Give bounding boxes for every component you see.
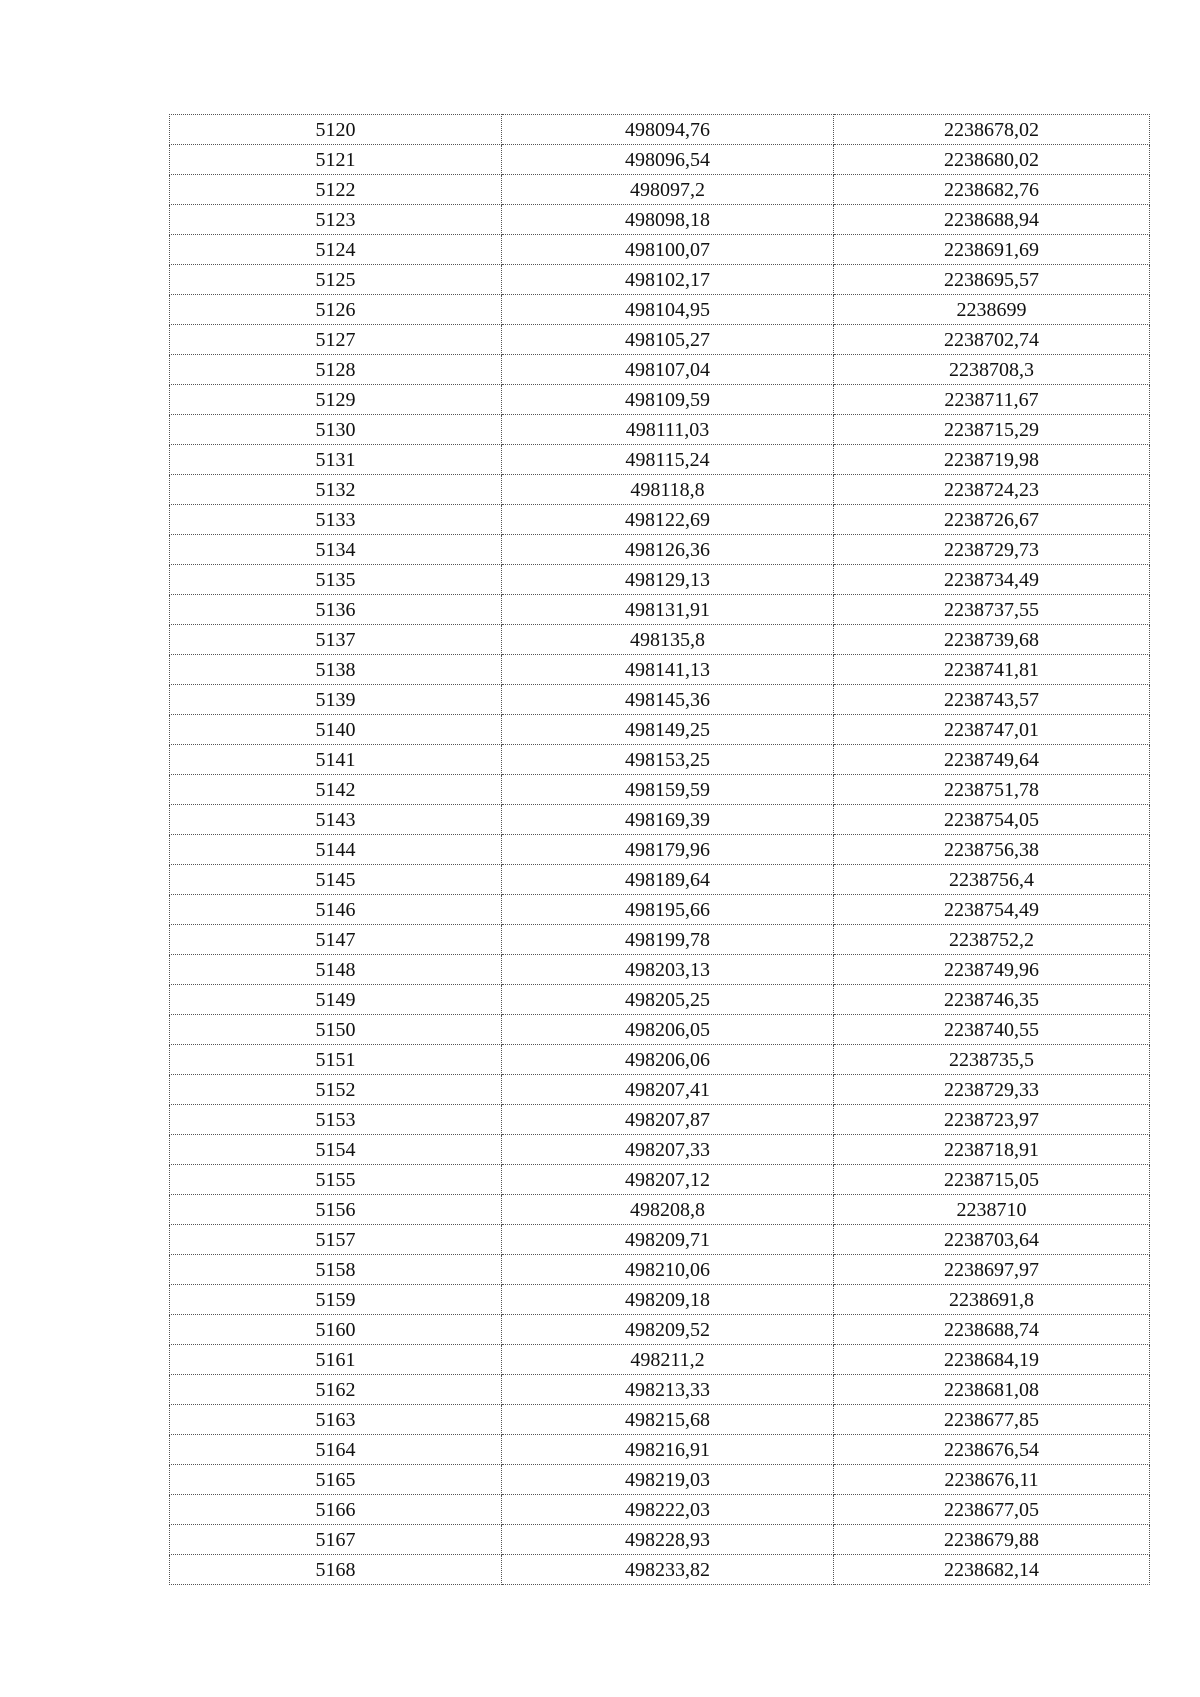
y-coordinate-cell: 2238682,76 <box>834 175 1150 205</box>
table-row <box>170 1045 1150 1075</box>
table-row <box>170 1345 1150 1375</box>
y-coordinate-cell: 2238688,74 <box>834 1315 1150 1345</box>
y-coordinate-cell: 2238702,74 <box>834 325 1150 355</box>
table-row <box>170 325 1150 355</box>
y-coordinate-cell: 2238697,97 <box>834 1255 1150 1285</box>
y-coordinate-cell: 2238735,5 <box>834 1045 1150 1075</box>
y-coordinate-cell: 2238749,96 <box>834 955 1150 985</box>
y-coordinate-cell: 2238695,57 <box>834 265 1150 295</box>
point-number-cell: 5160 <box>170 1315 502 1345</box>
point-number-cell: 5155 <box>170 1165 502 1195</box>
y-coordinate-cell: 2238715,05 <box>834 1165 1150 1195</box>
x-coordinate-cell: 498105,27 <box>502 325 834 355</box>
y-coordinate-cell: 2238703,64 <box>834 1225 1150 1255</box>
point-number-cell: 5128 <box>170 355 502 385</box>
table-row <box>170 1315 1150 1345</box>
x-coordinate-cell: 498115,24 <box>502 445 834 475</box>
x-coordinate-cell: 498209,71 <box>502 1225 834 1255</box>
table-row <box>170 475 1150 505</box>
y-coordinate-cell: 2238677,85 <box>834 1405 1150 1435</box>
table-row <box>170 955 1150 985</box>
table-row <box>170 1555 1150 1585</box>
y-coordinate-cell: 2238688,94 <box>834 205 1150 235</box>
point-number-cell: 5142 <box>170 775 502 805</box>
point-number-cell: 5164 <box>170 1435 502 1465</box>
y-coordinate-cell: 2238752,2 <box>834 925 1150 955</box>
point-number-cell: 5150 <box>170 1015 502 1045</box>
y-coordinate-cell: 2238734,49 <box>834 565 1150 595</box>
point-number-cell: 5124 <box>170 235 502 265</box>
x-coordinate-cell: 498215,68 <box>502 1405 834 1435</box>
y-coordinate-cell: 2238710 <box>834 1195 1150 1225</box>
x-coordinate-cell: 498109,59 <box>502 385 834 415</box>
x-coordinate-cell: 498213,33 <box>502 1375 834 1405</box>
table-row <box>170 1195 1150 1225</box>
point-number-cell: 5125 <box>170 265 502 295</box>
x-coordinate-cell: 498104,95 <box>502 295 834 325</box>
point-number-cell: 5157 <box>170 1225 502 1255</box>
point-number-cell: 5161 <box>170 1345 502 1375</box>
x-coordinate-cell: 498118,8 <box>502 475 834 505</box>
x-coordinate-cell: 498111,03 <box>502 415 834 445</box>
table-row <box>170 1285 1150 1315</box>
x-coordinate-cell: 498205,25 <box>502 985 834 1015</box>
x-coordinate-cell: 498131,91 <box>502 595 834 625</box>
table-row <box>170 205 1150 235</box>
x-coordinate-cell: 498179,96 <box>502 835 834 865</box>
point-number-cell: 5159 <box>170 1285 502 1315</box>
point-number-cell: 5147 <box>170 925 502 955</box>
point-number-cell: 5166 <box>170 1495 502 1525</box>
point-number-cell: 5168 <box>170 1555 502 1585</box>
y-coordinate-cell: 2238708,3 <box>834 355 1150 385</box>
y-coordinate-cell: 2238719,98 <box>834 445 1150 475</box>
table-row <box>170 775 1150 805</box>
x-coordinate-cell: 498094,76 <box>502 115 834 145</box>
table-row <box>170 1255 1150 1285</box>
y-coordinate-cell: 2238729,73 <box>834 535 1150 565</box>
y-coordinate-cell: 2238739,68 <box>834 625 1150 655</box>
y-coordinate-cell: 2238699 <box>834 295 1150 325</box>
point-number-cell: 5139 <box>170 685 502 715</box>
x-coordinate-cell: 498141,13 <box>502 655 834 685</box>
table-row <box>170 1105 1150 1135</box>
point-number-cell: 5154 <box>170 1135 502 1165</box>
y-coordinate-cell: 2238724,23 <box>834 475 1150 505</box>
y-coordinate-cell: 2238751,78 <box>834 775 1150 805</box>
x-coordinate-cell: 498233,82 <box>502 1555 834 1585</box>
point-number-cell: 5134 <box>170 535 502 565</box>
point-number-cell: 5138 <box>170 655 502 685</box>
point-number-cell: 5167 <box>170 1525 502 1555</box>
point-number-cell: 5122 <box>170 175 502 205</box>
x-coordinate-cell: 498206,05 <box>502 1015 834 1045</box>
y-coordinate-cell: 2238754,49 <box>834 895 1150 925</box>
x-coordinate-cell: 498149,25 <box>502 715 834 745</box>
point-number-cell: 5131 <box>170 445 502 475</box>
x-coordinate-cell: 498211,2 <box>502 1345 834 1375</box>
y-coordinate-cell: 2238740,55 <box>834 1015 1150 1045</box>
y-coordinate-cell: 2238676,54 <box>834 1435 1150 1465</box>
y-coordinate-cell: 2238729,33 <box>834 1075 1150 1105</box>
x-coordinate-cell: 498207,33 <box>502 1135 834 1165</box>
y-coordinate-cell: 2238682,14 <box>834 1555 1150 1585</box>
x-coordinate-cell: 498199,78 <box>502 925 834 955</box>
x-coordinate-cell: 498222,03 <box>502 1495 834 1525</box>
table-row <box>170 535 1150 565</box>
table-row <box>170 1075 1150 1105</box>
point-number-cell: 5143 <box>170 805 502 835</box>
x-coordinate-cell: 498100,07 <box>502 235 834 265</box>
x-coordinate-cell: 498210,06 <box>502 1255 834 1285</box>
table-row <box>170 835 1150 865</box>
table-row <box>170 1465 1150 1495</box>
table-row <box>170 625 1150 655</box>
table-row <box>170 805 1150 835</box>
point-number-cell: 5153 <box>170 1105 502 1135</box>
point-number-cell: 5144 <box>170 835 502 865</box>
table-row <box>170 595 1150 625</box>
point-number-cell: 5120 <box>170 115 502 145</box>
table-row <box>170 1015 1150 1045</box>
table-row <box>170 295 1150 325</box>
y-coordinate-cell: 2238747,01 <box>834 715 1150 745</box>
table-row <box>170 685 1150 715</box>
point-number-cell: 5136 <box>170 595 502 625</box>
y-coordinate-cell: 2238723,97 <box>834 1105 1150 1135</box>
table-row <box>170 1135 1150 1165</box>
table-row <box>170 895 1150 925</box>
y-coordinate-cell: 2238691,69 <box>834 235 1150 265</box>
table-row <box>170 745 1150 775</box>
x-coordinate-cell: 498207,12 <box>502 1165 834 1195</box>
x-coordinate-cell: 498135,8 <box>502 625 834 655</box>
x-coordinate-cell: 498206,06 <box>502 1045 834 1075</box>
x-coordinate-cell: 498145,36 <box>502 685 834 715</box>
x-coordinate-cell: 498216,91 <box>502 1435 834 1465</box>
table-row <box>170 565 1150 595</box>
point-number-cell: 5151 <box>170 1045 502 1075</box>
x-coordinate-cell: 498153,25 <box>502 745 834 775</box>
point-number-cell: 5140 <box>170 715 502 745</box>
y-coordinate-cell: 2238756,38 <box>834 835 1150 865</box>
point-number-cell: 5146 <box>170 895 502 925</box>
point-number-cell: 5145 <box>170 865 502 895</box>
point-number-cell: 5141 <box>170 745 502 775</box>
table-row <box>170 145 1150 175</box>
table-row <box>170 1435 1150 1465</box>
x-coordinate-cell: 498209,18 <box>502 1285 834 1315</box>
x-coordinate-cell: 498209,52 <box>502 1315 834 1345</box>
y-coordinate-cell: 2238680,02 <box>834 145 1150 175</box>
point-number-cell: 5165 <box>170 1465 502 1495</box>
table-row <box>170 505 1150 535</box>
table-row <box>170 925 1150 955</box>
y-coordinate-cell: 2238691,8 <box>834 1285 1150 1315</box>
x-coordinate-cell: 498159,59 <box>502 775 834 805</box>
point-number-cell: 5123 <box>170 205 502 235</box>
point-number-cell: 5130 <box>170 415 502 445</box>
x-coordinate-cell: 498219,03 <box>502 1465 834 1495</box>
x-coordinate-cell: 498203,13 <box>502 955 834 985</box>
table-row <box>170 655 1150 685</box>
table-row <box>170 1165 1150 1195</box>
y-coordinate-cell: 2238676,11 <box>834 1465 1150 1495</box>
x-coordinate-cell: 498169,39 <box>502 805 834 835</box>
table-row <box>170 865 1150 895</box>
point-number-cell: 5156 <box>170 1195 502 1225</box>
point-number-cell: 5129 <box>170 385 502 415</box>
y-coordinate-cell: 2238746,35 <box>834 985 1150 1015</box>
table-row <box>170 985 1150 1015</box>
point-number-cell: 5132 <box>170 475 502 505</box>
point-number-cell: 5148 <box>170 955 502 985</box>
x-coordinate-cell: 498126,36 <box>502 535 834 565</box>
point-number-cell: 5163 <box>170 1405 502 1435</box>
point-number-cell: 5133 <box>170 505 502 535</box>
point-number-cell: 5149 <box>170 985 502 1015</box>
point-number-cell: 5121 <box>170 145 502 175</box>
y-coordinate-cell: 2238684,19 <box>834 1345 1150 1375</box>
x-coordinate-cell: 498189,64 <box>502 865 834 895</box>
y-coordinate-cell: 2238754,05 <box>834 805 1150 835</box>
point-number-cell: 5127 <box>170 325 502 355</box>
point-number-cell: 5158 <box>170 1255 502 1285</box>
y-coordinate-cell: 2238678,02 <box>834 115 1150 145</box>
y-coordinate-cell: 2238711,67 <box>834 385 1150 415</box>
coordinates-table-body <box>170 115 1150 1585</box>
table-row <box>170 1495 1150 1525</box>
x-coordinate-cell: 498228,93 <box>502 1525 834 1555</box>
y-coordinate-cell: 2238677,05 <box>834 1495 1150 1525</box>
table-row <box>170 235 1150 265</box>
table-row <box>170 265 1150 295</box>
table-row <box>170 115 1150 145</box>
y-coordinate-cell: 2238726,67 <box>834 505 1150 535</box>
table-row <box>170 1405 1150 1435</box>
y-coordinate-cell: 2238715,29 <box>834 415 1150 445</box>
table-row <box>170 1375 1150 1405</box>
x-coordinate-cell: 498107,04 <box>502 355 834 385</box>
x-coordinate-cell: 498102,17 <box>502 265 834 295</box>
table-row <box>170 445 1150 475</box>
x-coordinate-cell: 498207,41 <box>502 1075 834 1105</box>
point-number-cell: 5135 <box>170 565 502 595</box>
point-number-cell: 5152 <box>170 1075 502 1105</box>
x-coordinate-cell: 498195,66 <box>502 895 834 925</box>
table-row <box>170 355 1150 385</box>
y-coordinate-cell: 2238737,55 <box>834 595 1150 625</box>
table-row <box>170 1525 1150 1555</box>
coordinates-table <box>169 114 1150 1585</box>
y-coordinate-cell: 2238681,08 <box>834 1375 1150 1405</box>
table-row <box>170 715 1150 745</box>
x-coordinate-cell: 498098,18 <box>502 205 834 235</box>
x-coordinate-cell: 498207,87 <box>502 1105 834 1135</box>
x-coordinate-cell: 498122,69 <box>502 505 834 535</box>
table-row <box>170 385 1150 415</box>
x-coordinate-cell: 498208,8 <box>502 1195 834 1225</box>
y-coordinate-cell: 2238743,57 <box>834 685 1150 715</box>
y-coordinate-cell: 2238679,88 <box>834 1525 1150 1555</box>
point-number-cell: 5162 <box>170 1375 502 1405</box>
y-coordinate-cell: 2238756,4 <box>834 865 1150 895</box>
x-coordinate-cell: 498096,54 <box>502 145 834 175</box>
point-number-cell: 5137 <box>170 625 502 655</box>
y-coordinate-cell: 2238749,64 <box>834 745 1150 775</box>
y-coordinate-cell: 2238741,81 <box>834 655 1150 685</box>
y-coordinate-cell: 2238718,91 <box>834 1135 1150 1165</box>
point-number-cell: 5126 <box>170 295 502 325</box>
x-coordinate-cell: 498129,13 <box>502 565 834 595</box>
x-coordinate-cell: 498097,2 <box>502 175 834 205</box>
table-row <box>170 1225 1150 1255</box>
table-row <box>170 175 1150 205</box>
table-row <box>170 415 1150 445</box>
